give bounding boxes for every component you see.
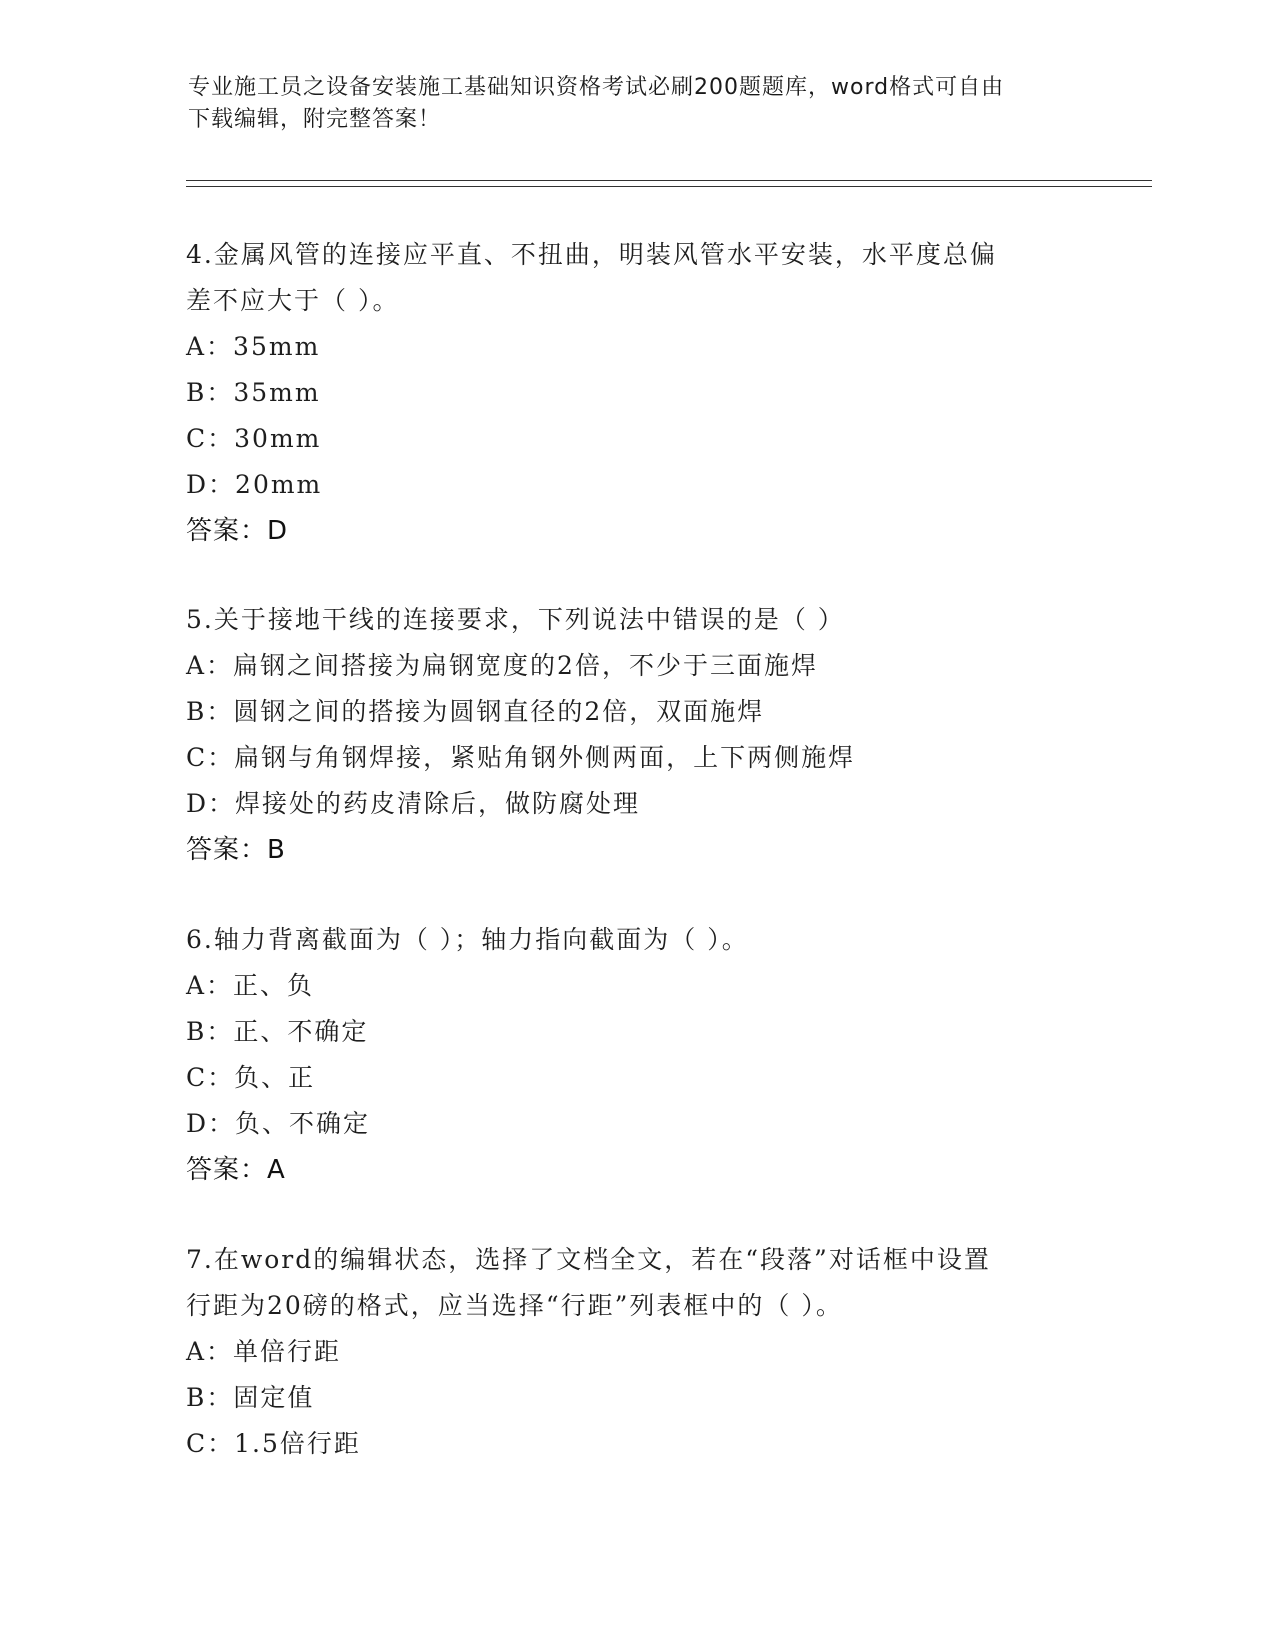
option-d: D：负、不确定 (186, 1109, 371, 1138)
header-line-1: 专业施工员之设备安装施工基础知识资格考试必刷200题题库，word格式可自由 (188, 75, 1005, 100)
question-4 (186, 232, 1086, 554)
question-7 (186, 1237, 1086, 1467)
option-d: D：20mm (186, 470, 323, 499)
option-b: B：圆钢之间的搭接为圆钢直径的2倍，双面施焊 (186, 697, 765, 726)
question-stem: 差不应大于（ ）。 (186, 286, 400, 315)
option-a: A：35mm (186, 332, 321, 361)
document-header (188, 72, 1088, 136)
question-6 (186, 917, 1086, 1193)
option-b: B：35mm (186, 378, 321, 407)
question-stem: 7.在word的编辑状态，选择了文档全文，若在“段落”对话框中设置 (186, 1245, 991, 1274)
question-stem: 4.金属风管的连接应平直、不扭曲，明装风管水平安装，水平度总偏 (186, 240, 997, 269)
question-5 (186, 597, 1086, 873)
question-stem: 5.关于接地干线的连接要求，下列说法中错误的是（ ） (186, 605, 845, 634)
option-c: C：负、正 (186, 1063, 316, 1092)
header-divider-bottom (186, 186, 1152, 187)
option-c: C：1.5倍行距 (186, 1429, 361, 1458)
option-c: C：扁钢与角钢焊接，紧贴角钢外侧两面，上下两侧施焊 (186, 743, 856, 772)
option-a: A：扁钢之间搭接为扁钢宽度的2倍，不少于三面施焊 (186, 651, 818, 680)
header-line-2: 下载编辑，附完整答案！ (188, 107, 442, 132)
header-divider-top (186, 180, 1152, 181)
question-stem: 行距为20磅的格式，应当选择“行距”列表框中的（ ）。 (186, 1291, 843, 1320)
answer: 答案：A (186, 1155, 286, 1185)
option-b: B：正、不确定 (186, 1017, 369, 1046)
answer: 答案：B (186, 835, 286, 865)
answer: 答案：D (186, 516, 289, 546)
question-stem: 6.轴力背离截面为（ ）；轴力指向截面为（ ）。 (186, 925, 749, 954)
option-d: D：焊接处的药皮清除后，做防腐处理 (186, 789, 641, 818)
option-c: C：30mm (186, 424, 322, 453)
option-a: A：单倍行距 (186, 1337, 342, 1366)
option-b: B：固定值 (186, 1383, 315, 1412)
option-a: A：正、负 (186, 971, 315, 1000)
